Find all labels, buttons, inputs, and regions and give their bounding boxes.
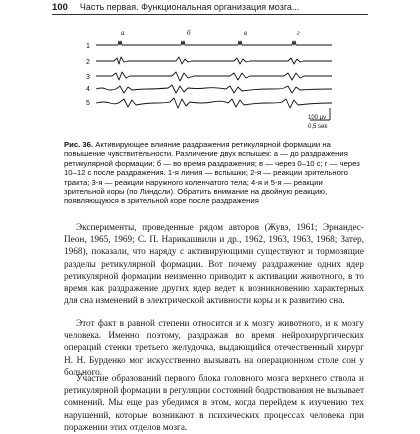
figure-caption-text: Активирующее влияние раздражения ретикулярной формации на повышение чувствительности. Различение двух вспышек: а — до раздражения ретикулярной формации; б — во время раздражения; в — через 0–10 с; г — через 10–12 с после раздражения. 1-я линия — вспышки; 2-я — реакции зрительного тракта; 3-я — реакции наружного коленчатого тела; 4-я и 5-я — реакции зрительной коры (по Линдсли). Обратить внимание на двойную реакцию, появляющуюся в зрительной коре после раздражения xyxy=(64,140,360,206)
trace-line-2 xyxy=(96,57,332,64)
body-paragraph-3: Участие образований первого блока головного мозга верхнего ствола и ретикулярной формации в регуляции состояний бодрствования не вызывает сомнений. Мы еще раз убедимся в этом, когда перейдем к изучению тех нарушений, которые возникают в психических процессах человека при поражении этих отделов мозга. xyxy=(64,374,364,433)
trace-label-4: 4 xyxy=(86,86,90,93)
page-number: 100 xyxy=(52,1,68,13)
trace-line-5 xyxy=(96,98,332,108)
body-paragraph-2: Этот факт в равной степени относится и к мозгу животного, и к мозгу человека. Именно поэтому, раздражая во время нейрохирургических операций стенки третьего желудочка, выдающийся отечественный хирург Н. Н. Бурденко мог искусственно вызывать на операционном столе сон у больного. xyxy=(64,319,364,378)
trace-label-5: 5 xyxy=(86,100,90,107)
figure-caption-label: Рис. 36. xyxy=(64,140,94,149)
figure-caption xyxy=(64,140,364,206)
scale-time-label: 0,5 sek xyxy=(308,124,328,130)
panel-label-b: б xyxy=(187,29,191,37)
trace-line-3 xyxy=(96,72,332,81)
scale-amplitude-label: 100 μv xyxy=(308,115,327,121)
panel-label-v: в xyxy=(244,29,248,37)
trace-line-1 xyxy=(96,41,332,45)
chapter-title: Часть первая. Функциональная организация мозга... xyxy=(79,2,300,12)
panel-label-g: г xyxy=(297,29,300,37)
trace-label-2: 2 xyxy=(86,59,90,66)
page-header xyxy=(52,0,368,14)
panel-label-a: а xyxy=(121,29,125,37)
body-paragraph-1: Эксперименты, проведенные рядом авторов (Жувэ, 1961; Эрнандес-Пеон, 1965, 1969; С. П. Нарикашвили и др., 1962, 1963, 1963, 1968; Затер, 1968), показали, что наряду с активирующими существуют и тормозящие разделы ретикулярной формации. Вот почему раздражение одних ядер ретикулярной формации неизменно приводит к активации животного, в то время как раздражение других ядер ведет к возникновению характерных для сна изменений в электрической активности коры и к развитию сна. xyxy=(64,223,364,307)
header-rule xyxy=(52,14,368,15)
trace-line-4 xyxy=(96,85,332,93)
trace-label-3: 3 xyxy=(86,74,90,81)
trace-label-1: 1 xyxy=(86,43,90,50)
eeg-figure xyxy=(84,26,344,134)
